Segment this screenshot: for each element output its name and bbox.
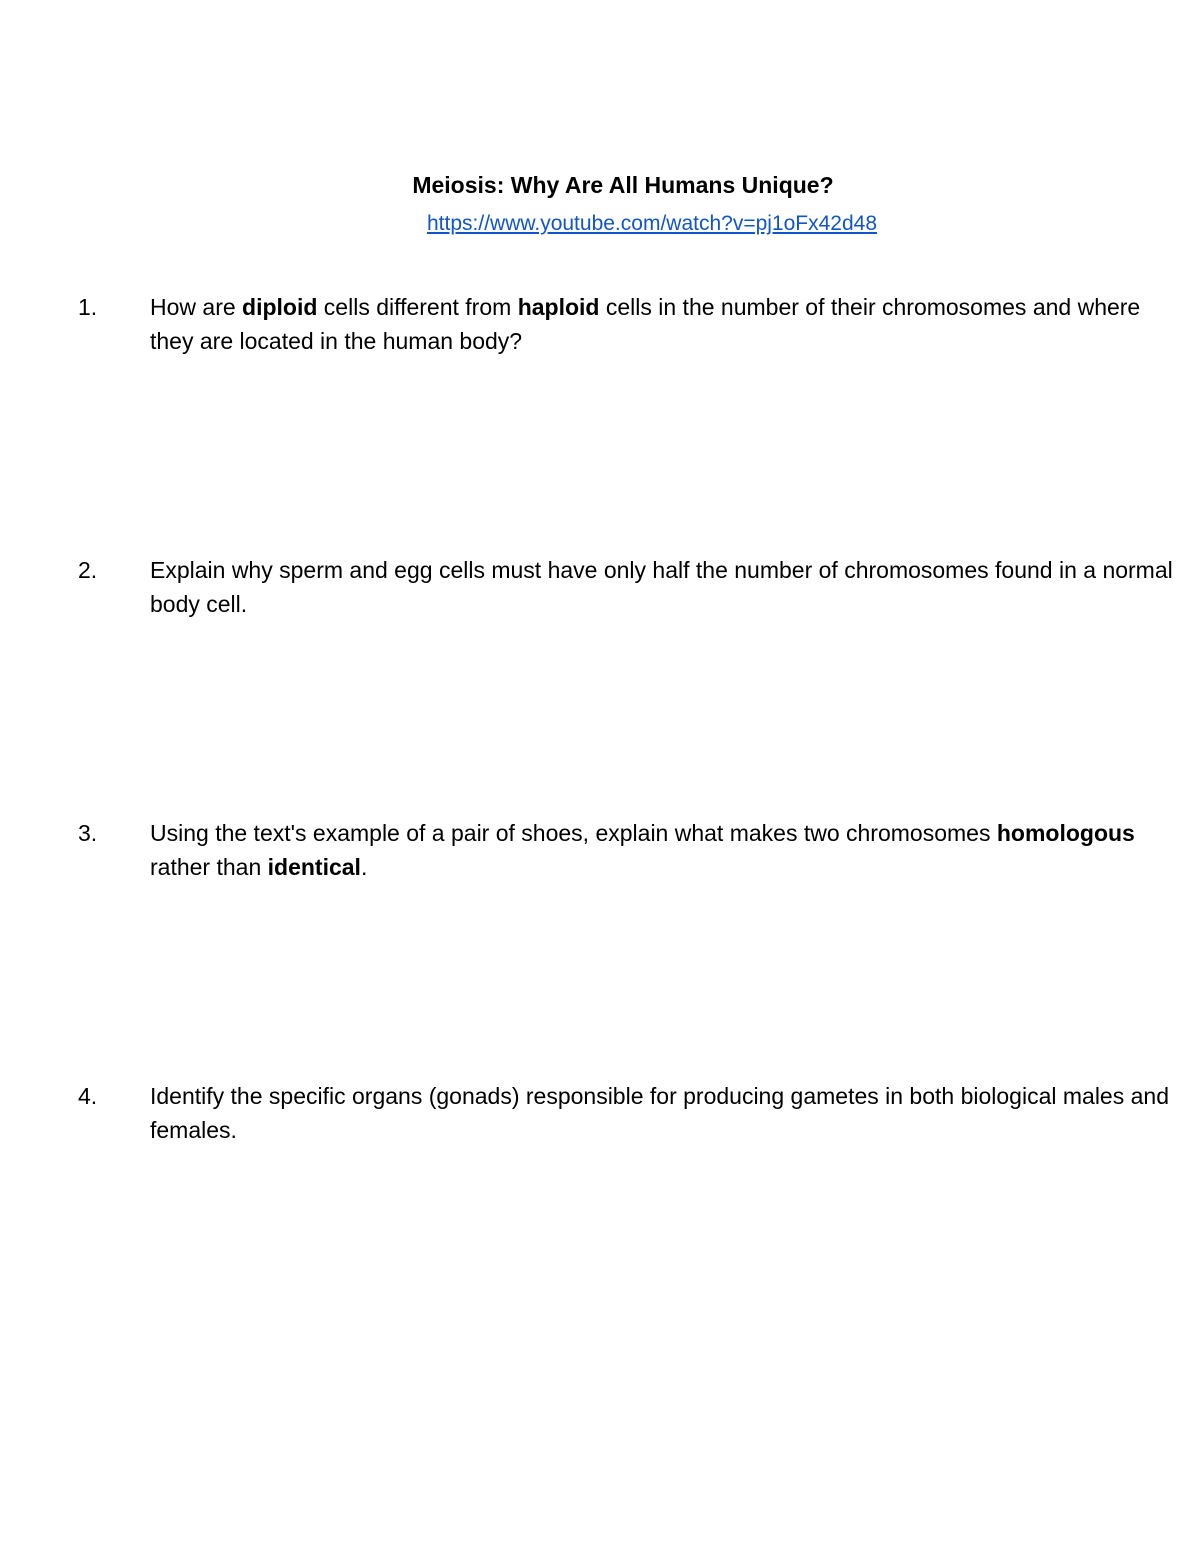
question-text xyxy=(150,290,1175,358)
video-link[interactable]: https://www.youtube.com/watch?v=pj1oFx42d48 xyxy=(427,212,878,235)
question-text-part: cells in the number of their chromosomes and where they are located in the human body? xyxy=(150,294,1141,354)
question-text-part: rather than xyxy=(150,854,268,880)
key-term-identical: identical xyxy=(267,854,361,880)
question-text xyxy=(150,816,1175,884)
question-text-part: How are xyxy=(150,294,243,320)
question-number: 3. xyxy=(78,820,98,846)
question-number: 1. xyxy=(78,294,98,320)
question-text-part: Identify the specific organs (gonads) responsible for producing gametes in both biological males and females. xyxy=(150,1083,1169,1143)
key-term-diploid: diploid xyxy=(242,294,318,320)
document-title: Meiosis: Why Are All Humans Unique? xyxy=(412,172,834,198)
question-text-part: . xyxy=(360,854,368,880)
question-number: 4. xyxy=(78,1083,98,1109)
key-term-haploid: haploid xyxy=(517,294,600,320)
question-number: 2. xyxy=(78,557,98,583)
question-text xyxy=(150,1079,1175,1147)
question-text-part: cells different from xyxy=(317,294,518,320)
key-term-homologous: homologous xyxy=(996,820,1135,846)
question-text-part: Using the text's example of a pair of shoes, explain what makes two chromosomes xyxy=(150,820,997,846)
question-text-part: Explain why sperm and egg cells must have only half the number of chromosomes found in a normal body cell. xyxy=(150,557,1173,617)
question-text xyxy=(150,553,1175,621)
